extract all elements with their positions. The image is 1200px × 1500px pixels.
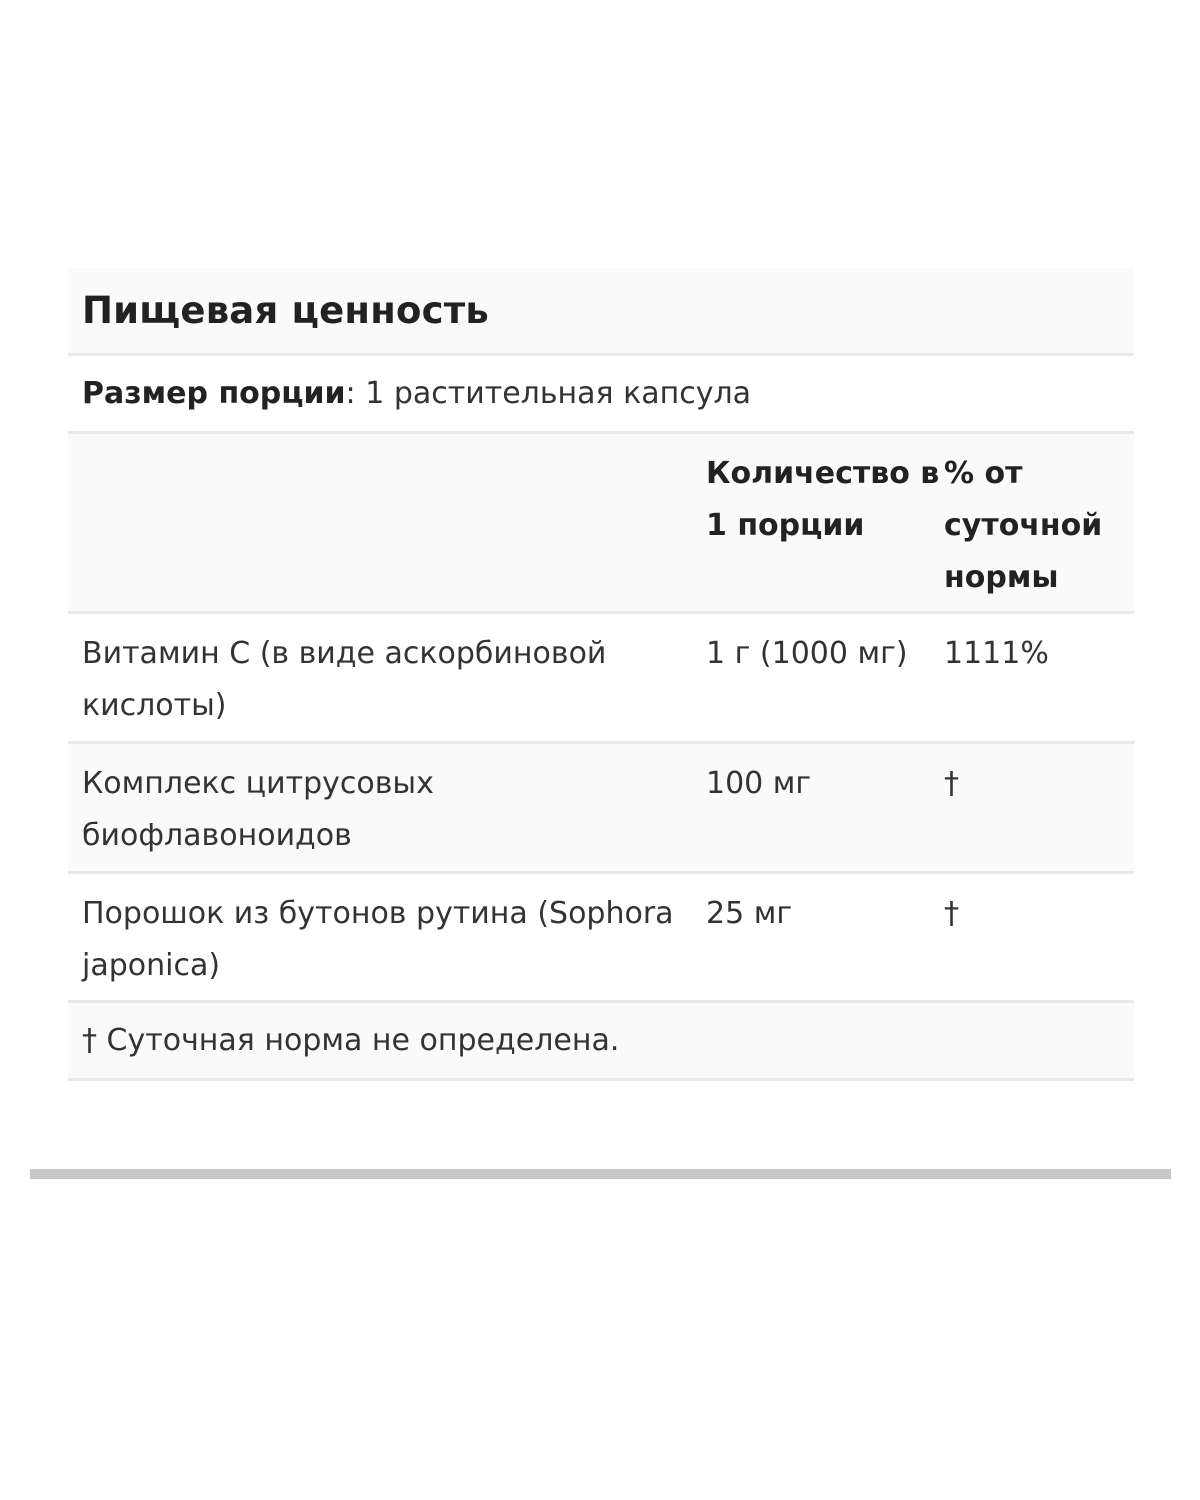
nutrition-title: Пищевая ценность (82, 289, 489, 332)
title-row (68, 268, 1134, 356)
divider (30, 1169, 1171, 1179)
footnote-row (68, 1003, 1134, 1081)
table-header-row (68, 434, 1134, 614)
table-row (68, 614, 1134, 744)
ingredient-daily-value: † (944, 896, 959, 931)
header-name-cell (68, 448, 704, 611)
ingredient-amount: 25 мг (706, 896, 793, 931)
table-row (68, 874, 1134, 1003)
serving-size-colon: : (345, 376, 366, 411)
header-amount: Количество в 1 порции (706, 456, 940, 543)
ingredient-name: Комплекс цитрусовых биофлавоноидов (82, 766, 434, 853)
table-row (68, 744, 1134, 874)
header-daily-value: % от суточной нормы (944, 456, 1103, 595)
serving-size-row (68, 356, 1134, 434)
ingredient-daily-value: † (944, 766, 959, 801)
ingredient-name: Витамин C (в виде аскорбиновой кислоты) (82, 636, 607, 723)
serving-size-value: 1 растительная капсула (365, 376, 752, 411)
serving-size-label: Размер порции (82, 376, 346, 411)
footnote-text: † Суточная норма не определена. (82, 1023, 620, 1058)
ingredient-amount: 100 мг (706, 766, 812, 801)
nutrition-facts-panel (68, 268, 1134, 1081)
ingredient-name: Порошок из бутонов рутина (Sophora japonica) (82, 896, 674, 983)
ingredient-daily-value: 1111% (944, 636, 1049, 671)
ingredient-amount: 1 г (1000 мг) (706, 636, 908, 671)
